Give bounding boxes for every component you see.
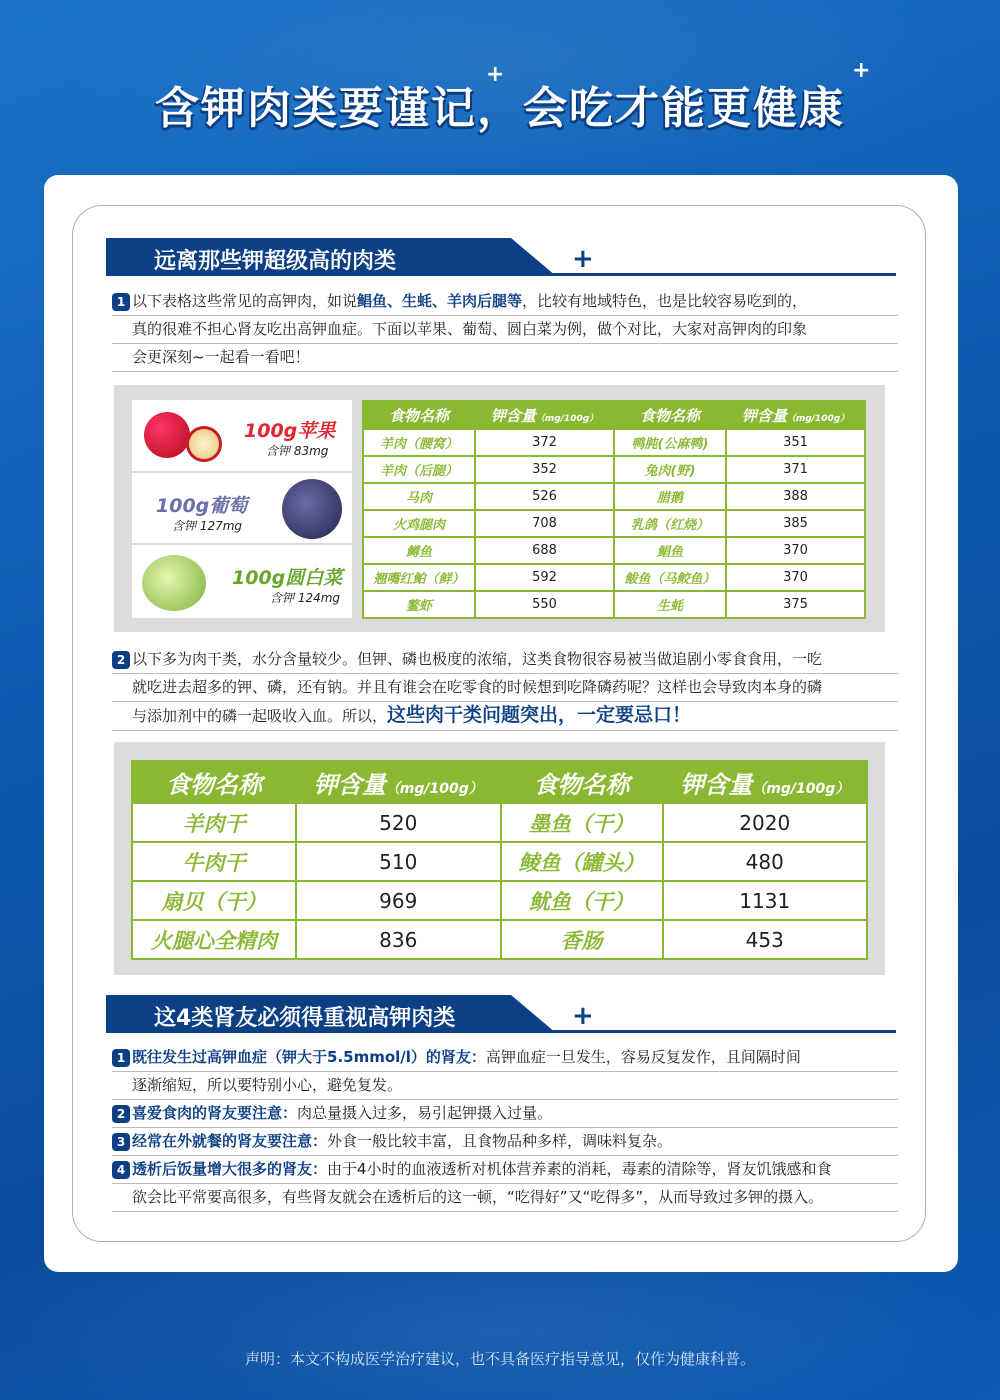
risk-list — [112, 1044, 898, 1212]
potassium-table-1 — [362, 400, 866, 619]
text: 真的很难不担心肾友吃出高钾血症。下面以苹果、葡萄、圆白菜为例，做个对比，大家对高钾肉的印象 — [112, 316, 898, 344]
food-name: 羊肉（腰窝） — [363, 429, 475, 456]
food-name: 香肠 — [501, 920, 663, 959]
table-row — [363, 564, 865, 591]
item-text: 欲会比平常要高很多，有些肾友就会在透析后的这一顿，“吃得好”又“吃得多”，从而导致过多钾的摄入。 — [112, 1184, 898, 1212]
food-name: 扇贝（干） — [132, 881, 296, 920]
section-heading: 远离那些钾超级高的肉类 — [154, 249, 397, 274]
header-potassium: 钾含量（mg/100g） — [475, 401, 614, 429]
food-name: 火鸡腿肉 — [363, 510, 475, 537]
table-row — [132, 881, 867, 920]
list-item — [112, 1044, 898, 1072]
food-name: 翘嘴红鲌（鲜） — [363, 564, 475, 591]
table-row — [132, 842, 867, 881]
fruit-grape — [132, 473, 352, 546]
item-title: 喜爱食肉的肾友要注意： — [132, 1104, 298, 1122]
food-name: 乳鸽（红烧） — [614, 510, 726, 537]
potassium-value: 836 — [296, 920, 501, 959]
potassium-value: 520 — [296, 803, 501, 842]
potassium-value: 2020 — [663, 803, 868, 842]
table-row — [363, 429, 865, 456]
food-name: 火腿心全精肉 — [132, 920, 296, 959]
food-name: 鲮鱼（罐头） — [501, 842, 663, 881]
number-badge: 1 — [112, 1049, 130, 1067]
header-name: 食物名称 — [363, 401, 475, 429]
food-name: 羊肉干 — [132, 803, 296, 842]
potassium-value: 385 — [726, 510, 865, 537]
item-text: 逐渐缩短，所以要特别小心，避免复发。 — [112, 1072, 898, 1100]
food-name: 马肉 — [363, 483, 475, 510]
fruit-name: 100g葡萄 — [156, 494, 248, 517]
potassium-value: 371 — [726, 456, 865, 483]
table-row — [132, 803, 867, 842]
food-name: 生蚝 — [614, 591, 726, 618]
food-name: 牛肉干 — [132, 842, 296, 881]
potassium-value: 370 — [726, 564, 865, 591]
fruit-name: 100g苹果 — [244, 420, 336, 442]
header-name: 食物名称 — [132, 761, 296, 803]
food-name: 腊鹅 — [614, 483, 726, 510]
table-row — [132, 920, 867, 959]
fruit-potassium: 含钾 83mg — [266, 444, 329, 458]
section-heading: 这4类肾友必须得重视高钾肉类 — [154, 1006, 456, 1031]
text: 以下多为肉干类，水分含量较少。但钾、磷也极度的浓缩，这类食物很容易被当做追剧小零食食用，一吃 — [132, 650, 823, 668]
table-row — [363, 483, 865, 510]
potassium-value: 372 — [475, 429, 614, 456]
potassium-value: 526 — [475, 483, 614, 510]
potassium-value: 453 — [663, 920, 868, 959]
table-row — [363, 591, 865, 618]
number-badge: 4 — [112, 1161, 130, 1179]
item-text: 由于4小时的血液透析对机体营养素的消耗，毒素的清除等，肾友饥饿感和食 — [327, 1160, 832, 1178]
text: 会更深刻~一起看一看吧！ — [112, 344, 898, 372]
number-badge: 1 — [112, 293, 130, 311]
list-item — [112, 1100, 898, 1128]
section-banner-2 — [106, 995, 896, 1033]
potassium-value: 688 — [475, 537, 614, 564]
plus-icon: + — [572, 1001, 594, 1031]
potassium-value: 1131 — [663, 881, 868, 920]
food-name: 鲳鱼 — [614, 537, 726, 564]
food-name: 鸭肫(公麻鸭) — [614, 429, 726, 456]
food-name: 鲅鱼（马鲛鱼） — [614, 564, 726, 591]
fruit-name: 100g圆白菜 — [232, 567, 343, 590]
apple-half-image — [186, 426, 222, 462]
plus-icon: + — [572, 244, 594, 274]
food-name: 羊肉（后腿） — [363, 456, 475, 483]
header-name: 食物名称 — [614, 401, 726, 429]
item-title: 经常在外就餐的肾友要注意： — [132, 1132, 328, 1150]
fruit-cabbage — [132, 545, 352, 618]
plus-icon: + — [852, 58, 871, 83]
header-potassium: 钾含量（mg/100g） — [296, 761, 501, 803]
cabbage-image — [142, 555, 206, 611]
item-text: 外食一般比较丰富，且食物品种多样，调味料复杂。 — [327, 1132, 673, 1150]
potassium-table-2 — [131, 760, 868, 960]
page-title: 含钾肉类要谨记，会吃才能更健康 — [155, 83, 845, 134]
header-potassium: 钾含量（mg/100g） — [726, 401, 865, 429]
disclaimer: 声明：本文不构成医学治疗建议，也不具备医疗指导意见，仅作为健康科普。 — [244, 1350, 755, 1368]
food-name: 墨鱼（干） — [501, 803, 663, 842]
highlight-text: 鲳鱼、生蚝、羊肉后腿等 — [357, 292, 523, 310]
potassium-value: 969 — [296, 881, 501, 920]
potassium-value: 351 — [726, 429, 865, 456]
number-badge: 2 — [112, 651, 130, 669]
fruit-potassium: 含钾 124mg — [270, 591, 341, 606]
fruit-potassium: 含钾 127mg — [172, 518, 243, 533]
paragraph-1 — [112, 288, 898, 372]
item-title: 透析后饭量增大很多的肾友： — [132, 1160, 328, 1178]
fruit-apple — [132, 400, 352, 473]
potassium-value: 352 — [475, 456, 614, 483]
paragraph-2 — [112, 646, 898, 731]
plus-icon: + — [486, 62, 505, 87]
number-badge: 2 — [112, 1105, 130, 1123]
food-name: 鳟鱼 — [363, 537, 475, 564]
text: ，比较有地域特色，也是比较容易吃到的， — [522, 292, 808, 310]
text: 以下表格这些常见的高钾肉，如说 — [132, 292, 358, 310]
highlight-text: 这些肉干类问题突出，一定要忌口！ — [387, 704, 692, 726]
list-item — [112, 1128, 898, 1156]
list-item — [112, 1156, 898, 1184]
table-header — [363, 401, 865, 429]
table-row — [363, 537, 865, 564]
potassium-value: 480 — [663, 842, 868, 881]
text: 与添加剂中的磷一起吸收入血。所以， — [132, 707, 388, 725]
potassium-value: 510 — [296, 842, 501, 881]
table-header — [132, 761, 867, 803]
header-potassium: 钾含量（mg/100g） — [663, 761, 868, 803]
potassium-value: 708 — [475, 510, 614, 537]
food-name: 鱿鱼（干） — [501, 881, 663, 920]
header-name: 食物名称 — [501, 761, 663, 803]
number-badge: 3 — [112, 1133, 130, 1151]
apple-image — [144, 412, 190, 458]
food-name: 鳌虾 — [363, 591, 475, 618]
potassium-value: 592 — [475, 564, 614, 591]
potassium-value: 388 — [726, 483, 865, 510]
potassium-value: 550 — [475, 591, 614, 618]
potassium-value: 370 — [726, 537, 865, 564]
text: 就吃进去超多的钾、磷，还有钠。并且有谁会在吃零食的时候想到吃降磷药呢？这样也会导致肉本身的磷 — [112, 674, 898, 702]
food-name: 兔肉(野) — [614, 456, 726, 483]
item-title: 既往发生过高钾血症（钾大于5.5mmol/l）的肾友： — [132, 1048, 486, 1066]
table-row — [363, 510, 865, 537]
item-text: 肉总量摄入过多，易引起钾摄入过量。 — [297, 1104, 553, 1122]
table-row — [363, 456, 865, 483]
item-text: 高钾血症一旦发生，容易反复发作，且间隔时间 — [485, 1048, 801, 1066]
fruit-panel — [132, 400, 352, 618]
potassium-value: 375 — [726, 591, 865, 618]
section-banner-1 — [106, 238, 896, 276]
grape-image — [282, 479, 342, 539]
